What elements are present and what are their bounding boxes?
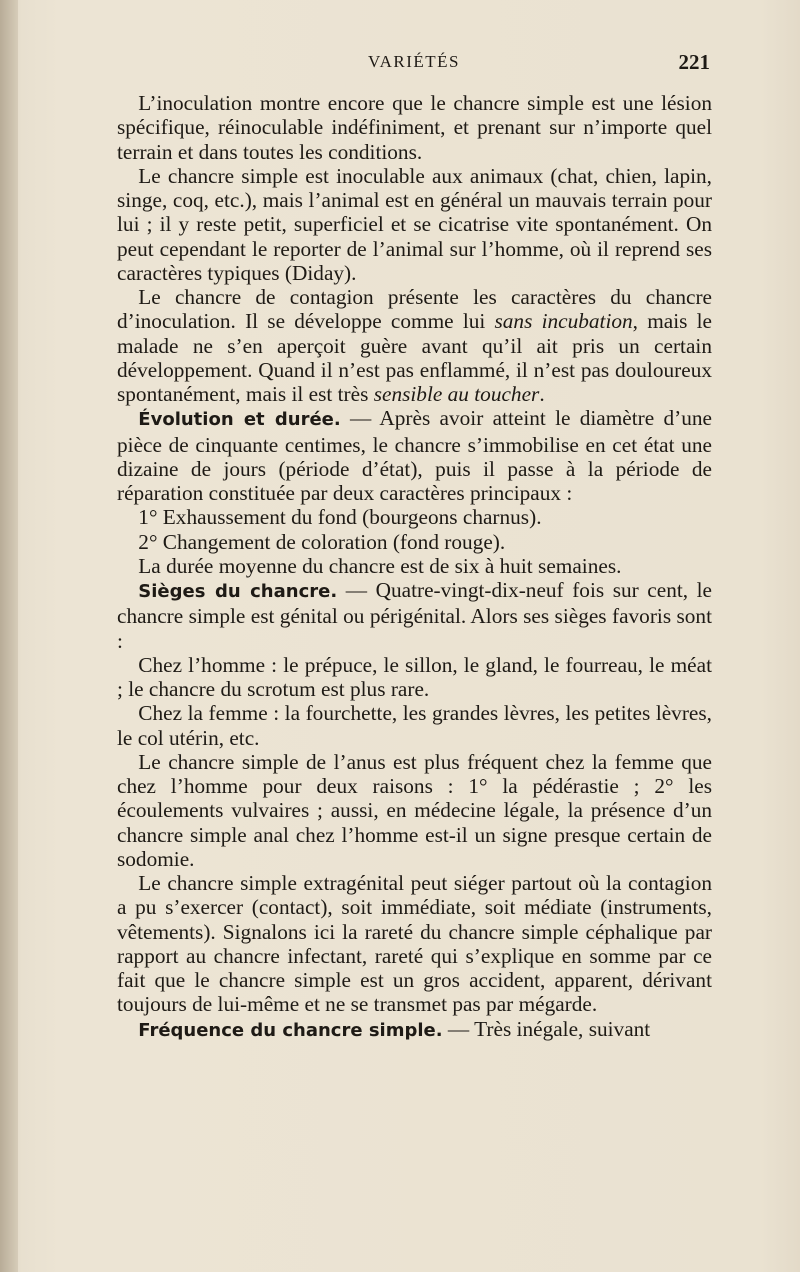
section-heading: Évolution et durée.: [138, 409, 341, 431]
paragraph-text: Le chancre simple est inoculable aux animaux (chat, chien, lapin, singe, coq, etc.), mais l’animal est en général un mauvais terrain pour lui ; il y reste petit, superficiel et se cicatrise vite spontanément. On peut cependant le reporter de l’animal sur l’homme, où il reprend ses caractères typiques (Diday).: [117, 163, 712, 285]
paragraph-sieges: [117, 578, 712, 653]
paragraph-text: — Après avoir atteint le diamètre d’une pièce de cinquante centimes, le chancre s’immobilise en cet état une dizaine de jours (période d’état), puis il passe à la période de réparation constituée par deux caractères principaux :: [117, 406, 712, 505]
paragraph-inoculation: [117, 91, 712, 164]
paragraph-text: , mais le malade ne s’en aperçoit guère avant qu’il ait pris un certain développement. Quand il n’est pas enflammé, il n’est pas douloureux spontanément, mais il est très: [117, 309, 712, 406]
section-heading: Fréquence du chancre simple.: [138, 1019, 443, 1041]
paragraph-text: Le chancre simple de l’anus est plus fréquent chez la femme que chez l’homme pour deux raisons : 1° la pédérastie ; 2° les écoulements vulvaires ; aussi, en médecine légale, la présence d’un chancre simple anal chez l’homme est-il un signe presque certain de sodomie.: [117, 749, 712, 871]
paragraph-animaux: [117, 164, 712, 285]
paragraph-homme: [117, 653, 712, 702]
paragraph-text: Le chancre simple extragénital peut siéger partout où la contagion a pu s’exercer (contact), soit immédiate, soit médiate (instruments, vêtements). Signalons ici la rareté du chancre simple céphalique par rapport au chancre infectant, rareté qui s’explique en somme par ce fait que le chancre simple est un gros accident, apparent, dérivant toujours de lui-même et ne se transmet pas par mégarde.: [117, 871, 712, 1017]
paragraph-extragenital: [117, 871, 712, 1017]
emphasis-text: sans incubation: [494, 309, 633, 334]
paragraph-duree: [117, 554, 712, 578]
paragraph-text: — Très inégale, suivant: [442, 1016, 651, 1041]
paragraph-text: L’inoculation montre encore que le chancre simple est une lésion spécifique, réinoculable indéfiniment, et prenant sur n’importe quel terrain et dans toutes les conditions.: [117, 91, 712, 164]
page-header: [118, 50, 710, 80]
paragraph-anus: [117, 750, 712, 871]
paragraph-frequence: [117, 1017, 712, 1043]
body-text: [117, 91, 712, 1043]
paragraph-contagion: [117, 285, 712, 406]
paragraph-evolution: [117, 406, 712, 505]
paragraph-femme: [117, 701, 712, 750]
emphasis-text: sensible au toucher: [373, 382, 540, 406]
paragraph-text: Chez l’homme : le prépuce, le sillon, le gland, le fourreau, le méat ; le chancre du scrotum est plus rare.: [117, 652, 712, 701]
list-item: [117, 530, 712, 554]
section-heading: Sièges du chancre.: [138, 581, 338, 602]
list-item: [117, 505, 712, 529]
paragraph-text: Chez la femme : la fourchette, les grandes lèvres, les petites lèvres, le col utérin, etc.: [117, 701, 712, 750]
paragraph-text: La durée moyenne du chancre est de six à huit semaines.: [138, 553, 622, 578]
paragraph-text: 1° Exhaussement du fond (bourgeons charnus).: [138, 505, 542, 530]
paragraph-text: Le chancre de contagion présente les caractères du chancre d’inoculation. Il se développe comme lui: [117, 285, 712, 334]
paragraph-text: .: [539, 382, 545, 406]
running-title: VARIÉTÉS: [368, 52, 460, 71]
page-number: 221: [678, 50, 710, 74]
page-gutter: [0, 0, 18, 1272]
paragraph-text: 2° Changement de coloration (fond rouge).: [138, 529, 506, 554]
paragraph-text: — Quatre-vingt-dix-neuf fois sur cent, le chancre simple est génital ou périgénital. Alors ses sièges favoris sont :: [117, 578, 713, 653]
